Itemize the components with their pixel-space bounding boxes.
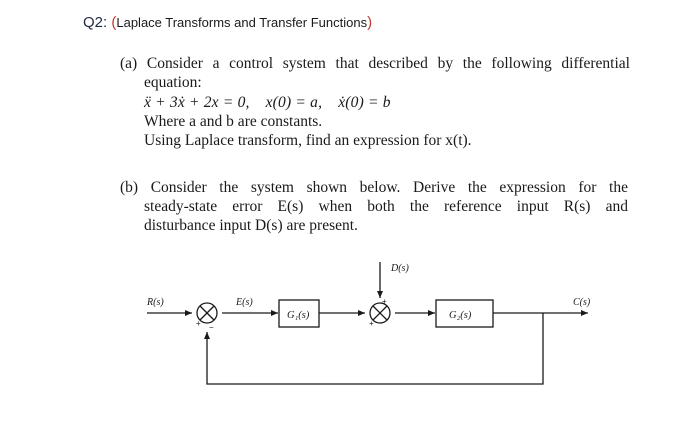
input-label: R(s): [147, 297, 164, 308]
output-label: C(s): [573, 297, 591, 308]
part-a-line-5: Using Laplace transform, find an expression for x(t).: [144, 132, 472, 149]
g2-label: G₂(s): [449, 310, 472, 321]
part-b-line-3: disturbance input D(s) are present.: [144, 217, 358, 234]
question-topic: Laplace Transforms and Transfer Functions: [116, 15, 368, 30]
g1-label: G₁(s): [287, 310, 310, 321]
sum1-minus-sign: −: [209, 323, 214, 332]
title-close-paren: ): [367, 14, 373, 31]
sum2-plus-sign-top: +: [382, 297, 387, 306]
part-b-line-2: steady-state error E(s) when both the reference input R(s) and: [144, 198, 628, 215]
initial-condition-2: ẋ(0) = b: [338, 94, 391, 111]
title-open-paren: (: [111, 14, 117, 31]
part-b-line-1: (b) Consider the system shown below. Derive the expression for the: [120, 179, 628, 196]
part-a-line-1: (a) Consider a control system that described by the following differential: [120, 55, 630, 72]
sum2-plus-sign-left: +: [369, 319, 374, 328]
disturbance-label: D(s): [391, 263, 409, 274]
part-a-line-2: equation:: [144, 74, 202, 91]
initial-condition-1: x(0) = a,: [265, 94, 323, 111]
question-number: Q2:: [83, 14, 108, 31]
ode-expression: ẍ + 3ẋ + 2x = 0,: [144, 94, 250, 111]
error-label: E(s): [236, 297, 253, 308]
part-a-line-4: Where a and b are constants.: [144, 113, 323, 130]
sum1-plus-sign: +: [196, 319, 201, 328]
